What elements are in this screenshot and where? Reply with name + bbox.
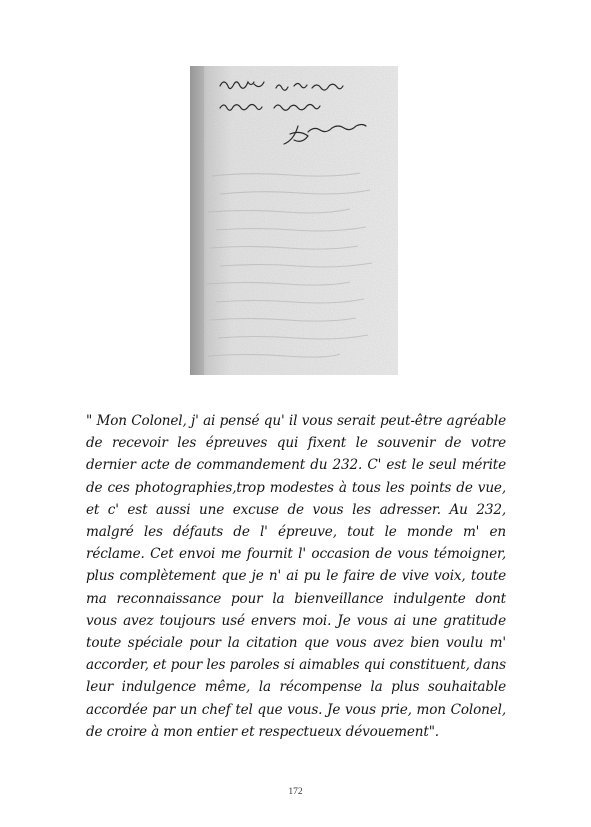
letter-scan-image [190, 66, 398, 375]
letter-photograph [190, 66, 398, 375]
page-number: 172 [288, 787, 303, 797]
letter-transcription-paragraph: " Mon Colonel, j' ai pensé qu' il vous serait peut-être agréable de recevoir les épreuves qui fixent le souvenir de votre dernier acte de commandement du 232. C' est le seul mérite de ces photographies,trop modestes à tous les points de vue, et c' est aussi une excuse de vous les adresser. Au 232, malgré les défauts de l' épreuve, tout le monde m' en réclame. Cet envoi me fournit l' occasion de vous témoigner, plus complètement que je n' ai pu le faire de vive voix, toute ma reconnaissance pour la bienveillance indulgente dont vous avez toujours usé envers moi. Je vous ai une gratitude toute spéciale pour la citation que vous avez bien voulu m' accorder, et pour les paroles si aimables qui constituent, dans leur indulgence même, la récompense la plus souhaitable accordée par un chef tel que vous. Je vous prie, mon Colonel, de croire à mon entier et respectueux dévouement". [86, 413, 506, 740]
